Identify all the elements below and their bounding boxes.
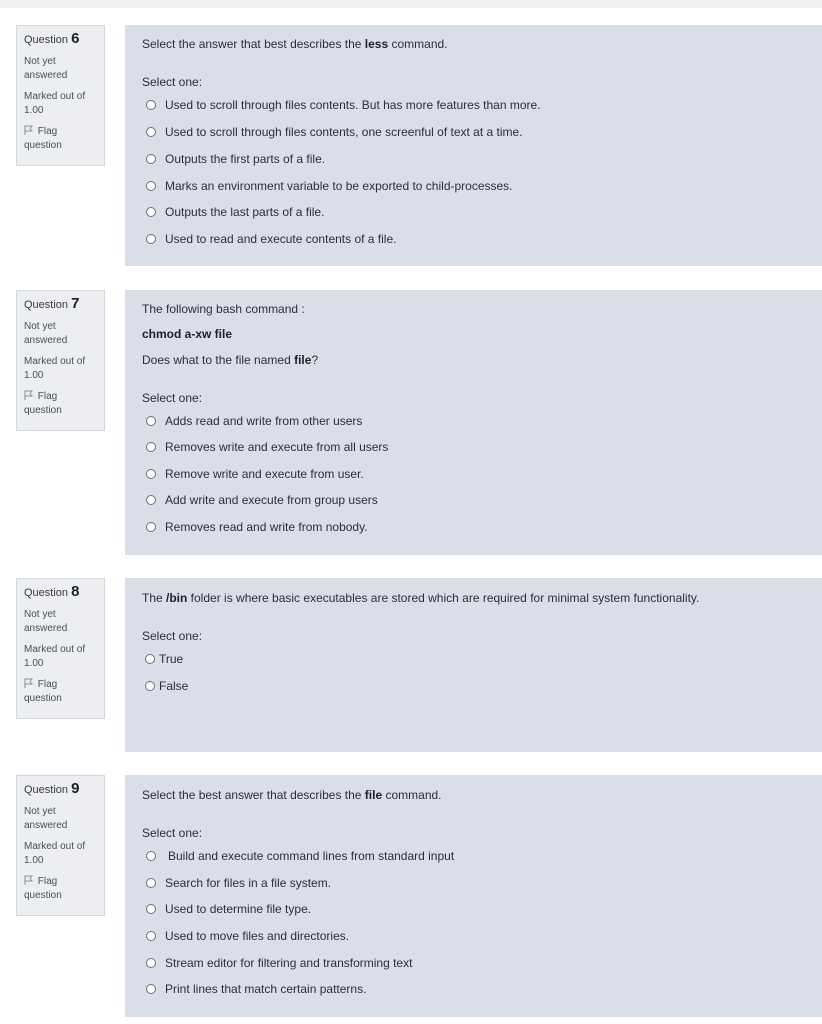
option-label: Used to determine file type. <box>165 902 312 916</box>
question-text: Select the best answer that describes the file command. <box>142 788 442 802</box>
flag-question-button[interactable]: Flag question <box>24 391 62 416</box>
option-label: False <box>159 679 189 693</box>
radio-button[interactable] <box>146 878 156 888</box>
flag-icon <box>24 125 33 135</box>
option-label: Used to move files and directories. <box>165 929 350 943</box>
question-grade: Marked out of 1.00 <box>24 644 86 669</box>
option-label: Search for files in a file system. <box>165 876 332 890</box>
question-number: Question 6 <box>24 30 80 47</box>
radio-button[interactable] <box>146 442 156 452</box>
question-number-value: 8 <box>71 583 80 600</box>
question-content <box>125 775 822 1017</box>
option-label: Stream editor for filtering and transforming text <box>165 956 413 970</box>
top-bar <box>0 0 822 8</box>
option-label: Adds read and write from other users <box>165 414 363 428</box>
radio-button[interactable] <box>146 127 156 137</box>
radio-button[interactable] <box>146 958 156 968</box>
flag-question-button[interactable]: Flag question <box>24 126 62 151</box>
question-content <box>125 578 822 752</box>
question-info <box>16 25 105 166</box>
question-state: Not yet answered <box>24 56 68 81</box>
radio-button[interactable] <box>145 654 155 664</box>
question-text: The /bin folder is where basic executables are stored which are required for minimal system functionality. <box>142 591 700 605</box>
option-label: Removes write and execute from all users <box>165 440 389 454</box>
question-content <box>125 25 822 266</box>
select-one-label: Select one: <box>142 826 203 840</box>
radio-button[interactable] <box>146 904 156 914</box>
radio-button[interactable] <box>146 181 156 191</box>
radio-button[interactable] <box>146 207 156 217</box>
answer-option[interactable] <box>146 981 366 997</box>
answer-option[interactable] <box>146 492 378 508</box>
radio-button[interactable] <box>146 234 156 244</box>
answer-option[interactable] <box>146 204 324 220</box>
question-number: Question 7 <box>24 295 80 312</box>
answer-option-true[interactable] <box>145 651 183 667</box>
question-state: Not yet answered <box>24 806 68 831</box>
radio-button[interactable] <box>146 984 156 994</box>
command-text: chmod a-xw file <box>142 327 233 341</box>
select-one-label: Select one: <box>142 75 203 89</box>
answer-option[interactable] <box>146 178 513 194</box>
question-info <box>16 578 105 719</box>
flag-question-button[interactable]: Flag question <box>24 679 62 704</box>
question-number: Question 8 <box>24 583 80 600</box>
answer-option[interactable] <box>146 466 364 482</box>
option-label: Print lines that match certain patterns. <box>165 982 367 996</box>
option-label: Used to scroll through files contents, one screenful of text at a time. <box>165 125 523 139</box>
question-text: Select the answer that best describes the less command. <box>142 37 448 51</box>
question-number-value: 9 <box>71 780 80 797</box>
option-label: Build and execute command lines from standard input <box>168 849 455 863</box>
radio-button[interactable] <box>146 154 156 164</box>
question-subtext: Does what to the file named file? <box>142 353 319 367</box>
radio-button[interactable] <box>146 469 156 479</box>
answer-option[interactable] <box>146 413 362 429</box>
flag-icon <box>24 390 33 400</box>
question-text: The following bash command : <box>142 302 305 316</box>
option-label: Removes read and write from nobody. <box>165 520 368 534</box>
question-grade: Marked out of 1.00 <box>24 91 86 116</box>
radio-button[interactable] <box>146 851 156 861</box>
question-state: Not yet answered <box>24 321 68 346</box>
answer-option[interactable] <box>146 875 331 891</box>
answer-option[interactable] <box>146 439 388 455</box>
option-label: Outputs the last parts of a file. <box>165 205 325 219</box>
answer-option[interactable] <box>146 901 311 917</box>
option-label: Marks an environment variable to be exported to child-processes. <box>165 179 513 193</box>
answer-option[interactable] <box>146 519 368 535</box>
radio-button[interactable] <box>146 495 156 505</box>
question-info <box>16 775 105 916</box>
option-label: Used to read and execute contents of a file. <box>165 232 397 246</box>
answer-option[interactable] <box>146 151 325 167</box>
flag-question-button[interactable]: Flag question <box>24 876 62 901</box>
radio-button[interactable] <box>146 100 156 110</box>
option-label: True <box>159 652 184 666</box>
select-one-label: Select one: <box>142 391 203 405</box>
answer-option[interactable] <box>146 848 454 864</box>
question-number-value: 6 <box>71 30 80 47</box>
answer-option[interactable] <box>146 955 412 971</box>
answer-option[interactable] <box>146 97 541 113</box>
question-grade: Marked out of 1.00 <box>24 356 86 381</box>
question-content <box>125 290 822 555</box>
radio-button[interactable] <box>145 681 155 691</box>
flag-icon <box>24 678 33 688</box>
question-grade: Marked out of 1.00 <box>24 841 86 866</box>
radio-button[interactable] <box>146 416 156 426</box>
radio-button[interactable] <box>146 522 156 532</box>
option-label: Used to scroll through files contents. But has more features than more. <box>165 98 541 112</box>
answer-option[interactable] <box>146 928 349 944</box>
question-state: Not yet answered <box>24 609 68 634</box>
flag-icon <box>24 875 33 885</box>
answer-option[interactable] <box>146 124 523 140</box>
answer-option[interactable] <box>146 231 396 247</box>
option-label: Outputs the first parts of a file. <box>165 152 326 166</box>
question-number: Question 9 <box>24 780 80 797</box>
option-label: Add write and execute from group users <box>165 493 378 507</box>
radio-button[interactable] <box>146 931 156 941</box>
answer-option-false[interactable] <box>145 678 188 694</box>
question-number-value: 7 <box>71 295 80 312</box>
option-label: Remove write and execute from user. <box>165 467 364 481</box>
question-info <box>16 290 105 431</box>
select-one-label: Select one: <box>142 629 203 643</box>
